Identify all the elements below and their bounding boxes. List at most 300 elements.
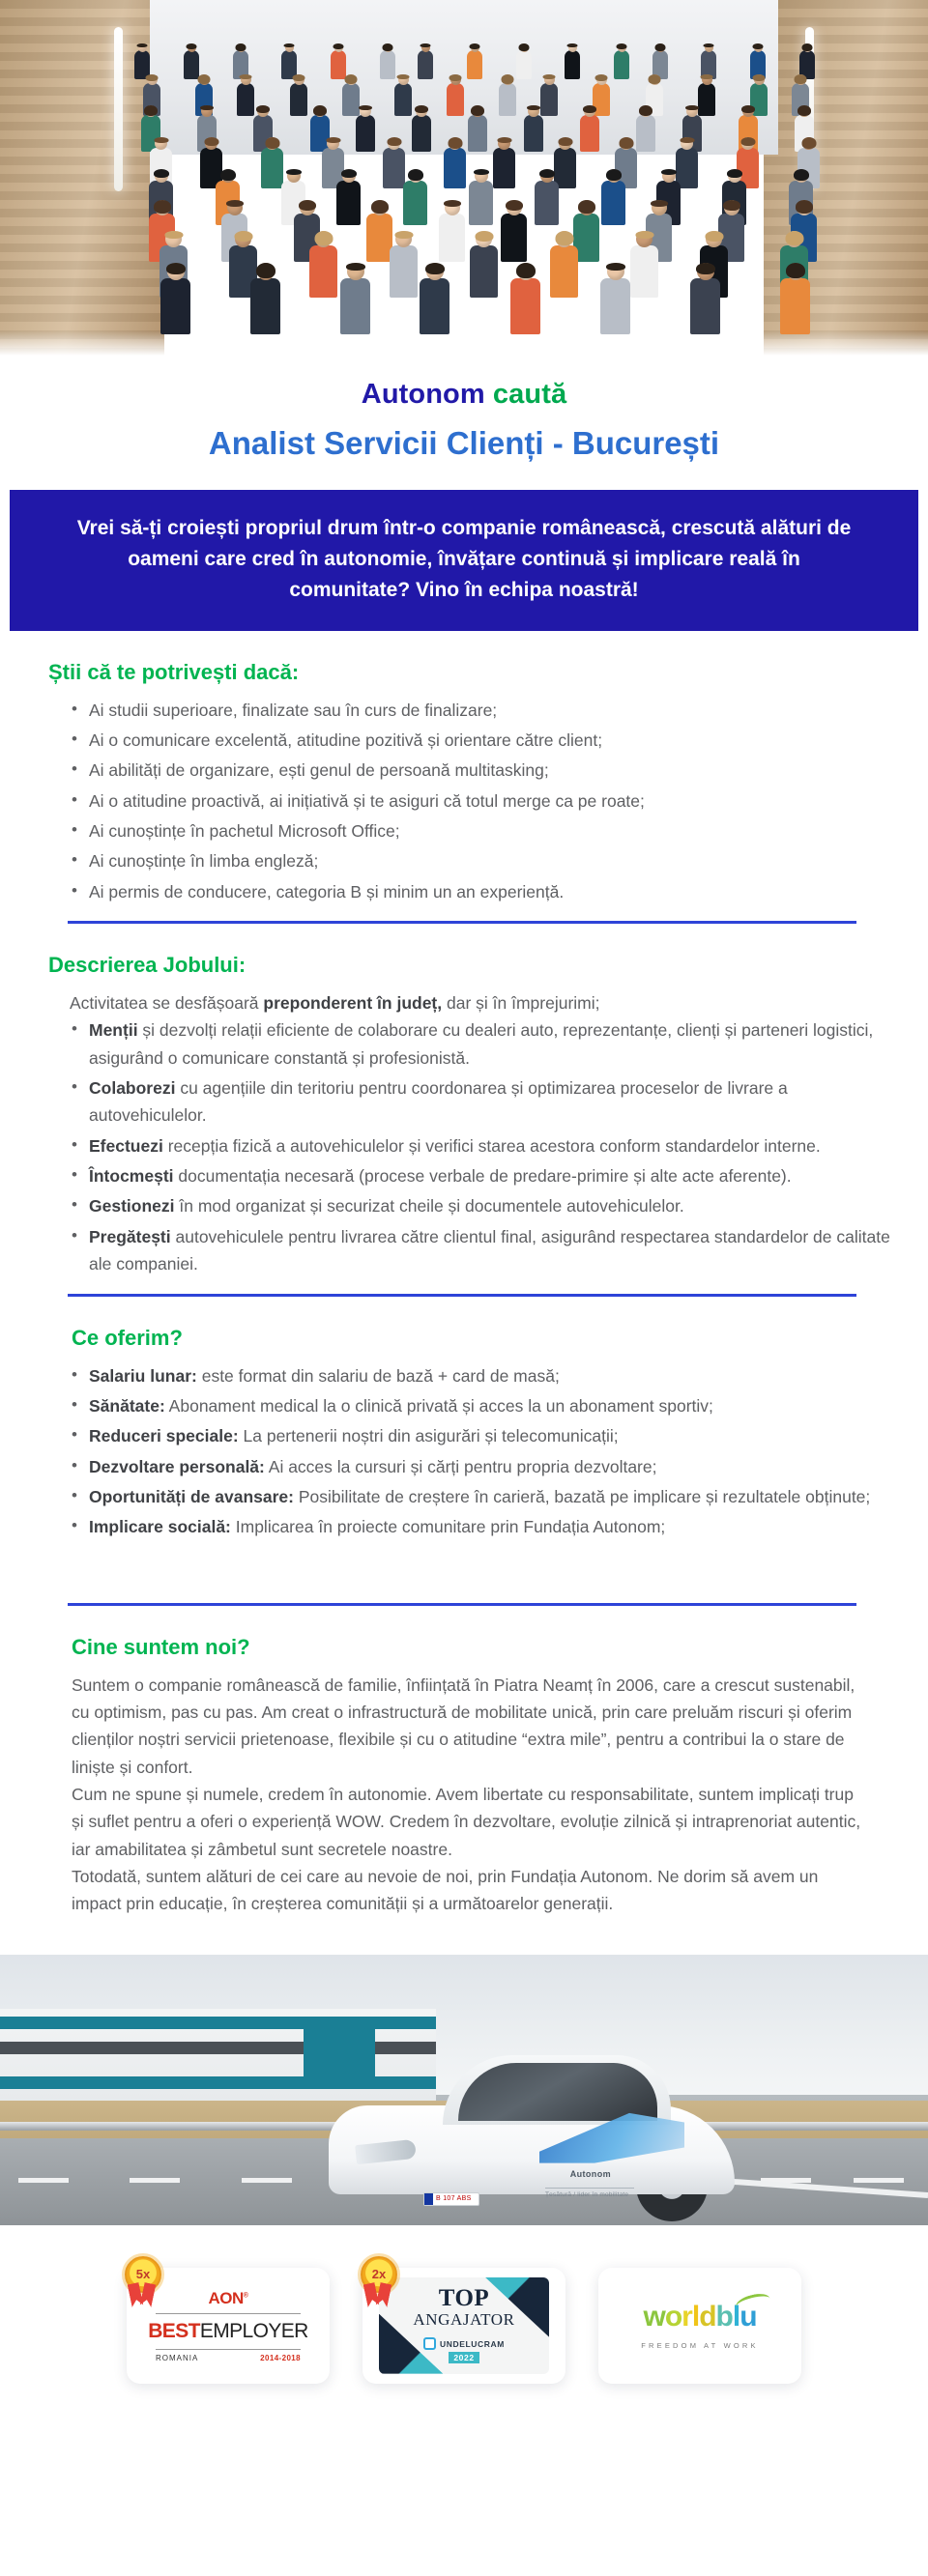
title-block bbox=[0, 356, 928, 472]
person-head bbox=[237, 43, 246, 52]
person-head bbox=[559, 137, 571, 150]
eu-band bbox=[424, 2193, 433, 2205]
person-head bbox=[155, 200, 170, 215]
person-head bbox=[155, 137, 167, 150]
content-area bbox=[0, 631, 928, 1918]
intro-bold: preponderent în județ, bbox=[263, 993, 443, 1014]
list-item bbox=[89, 1422, 895, 1449]
car-tagline: Țesătură / lider în mobilitate bbox=[545, 2188, 634, 2198]
intro-prefix: Activitatea se desfășoară bbox=[70, 993, 264, 1014]
person bbox=[444, 137, 466, 188]
plate-number: B 107 ABS bbox=[436, 2195, 472, 2203]
aon-country: ROMANIA bbox=[156, 2353, 199, 2362]
person-body bbox=[290, 83, 307, 116]
aon-title bbox=[148, 2320, 308, 2343]
person bbox=[467, 43, 482, 79]
person-body bbox=[439, 214, 465, 262]
person bbox=[501, 200, 527, 262]
list-item-label: Menții bbox=[89, 1020, 138, 1041]
list-item-label: Reduceri speciale: bbox=[89, 1426, 239, 1446]
paragraph: Totodată, suntem alături de cei care au nevoie de noi, prin Fundația Autonom. Ne dorim să avem un impact prin educație, în creșterea comunității și a următoarelor generații. bbox=[72, 1866, 819, 1914]
person-head bbox=[686, 105, 698, 117]
person-head bbox=[346, 74, 357, 85]
person-hair bbox=[661, 169, 677, 175]
person-head bbox=[787, 263, 804, 280]
awards-row bbox=[0, 2225, 928, 2428]
person-hair bbox=[415, 105, 428, 113]
job-description-list bbox=[29, 1016, 895, 1277]
person-hair bbox=[497, 137, 511, 143]
person-hair bbox=[516, 263, 536, 278]
about-heading: Cine suntem noi? bbox=[72, 1634, 250, 1659]
person-head bbox=[449, 137, 461, 150]
job-description-section bbox=[29, 924, 895, 1277]
person-body bbox=[356, 115, 375, 152]
worldblu-tagline: FREEDOM AT WORK bbox=[641, 2341, 759, 2351]
person-hair bbox=[606, 169, 622, 181]
person-hair bbox=[345, 74, 358, 84]
person-hair bbox=[444, 200, 461, 207]
person-head bbox=[476, 231, 492, 247]
person bbox=[600, 263, 630, 334]
ribbon-count: 2x bbox=[361, 2256, 397, 2293]
person-hair bbox=[639, 105, 652, 116]
person-head bbox=[528, 105, 539, 117]
list-item-label: Implicare socială: bbox=[89, 1517, 231, 1537]
person-head bbox=[227, 200, 243, 215]
person-hair bbox=[240, 74, 252, 79]
person-hair bbox=[236, 43, 246, 51]
person-hair bbox=[359, 105, 372, 110]
person-head bbox=[450, 74, 461, 85]
person-head bbox=[742, 105, 754, 117]
person-hair bbox=[474, 169, 489, 175]
person-head bbox=[507, 200, 522, 215]
list-item bbox=[89, 1453, 895, 1480]
person-body bbox=[510, 278, 540, 334]
person-hair bbox=[519, 43, 530, 51]
person-body bbox=[535, 181, 559, 225]
person-hair bbox=[341, 169, 357, 178]
person bbox=[601, 169, 625, 225]
person-head bbox=[426, 263, 444, 280]
person-hair bbox=[619, 137, 633, 149]
seeking-verb: caută bbox=[492, 379, 567, 410]
person-head bbox=[741, 137, 754, 150]
person-head bbox=[138, 43, 147, 52]
person-head bbox=[257, 263, 275, 280]
person-head bbox=[285, 43, 294, 52]
person-head bbox=[416, 105, 427, 117]
person-hair bbox=[286, 169, 302, 175]
person-body bbox=[636, 115, 655, 152]
person-hair bbox=[314, 231, 333, 245]
person-hair bbox=[794, 169, 809, 181]
lane-dash bbox=[242, 2178, 292, 2183]
person bbox=[390, 231, 418, 298]
list-item-text: documentația necesară (procese verbale de predare-primire și alte acte aferente). bbox=[173, 1166, 792, 1187]
person-head bbox=[475, 169, 488, 183]
about-section bbox=[29, 1606, 895, 1918]
person-body bbox=[493, 148, 515, 188]
aon-title-red: BEST bbox=[148, 2319, 200, 2342]
offer-list bbox=[29, 1362, 895, 1541]
person-body bbox=[630, 245, 658, 298]
person-hair bbox=[723, 200, 740, 211]
person-body bbox=[690, 278, 720, 334]
person-hair bbox=[144, 105, 158, 116]
person-hair bbox=[798, 105, 811, 116]
top-angajator-line1: TOP bbox=[438, 2285, 490, 2312]
person-hair bbox=[383, 43, 393, 51]
person-body bbox=[601, 181, 625, 225]
person-hair bbox=[567, 43, 578, 47]
list-item-text: Abonament medical la o clinică privată și acces la un abonament sportiv; bbox=[164, 1395, 713, 1416]
person-hair bbox=[450, 74, 462, 81]
list-item bbox=[89, 1513, 895, 1540]
person-body bbox=[420, 278, 450, 334]
award-top-angajator bbox=[362, 2268, 566, 2384]
person-hair bbox=[506, 200, 523, 211]
person bbox=[614, 43, 629, 79]
list-item-label: Dezvoltare personală: bbox=[89, 1456, 265, 1476]
person-hair bbox=[371, 200, 389, 214]
employee-crowd bbox=[116, 29, 822, 356]
person-body bbox=[261, 148, 283, 188]
person-body bbox=[516, 50, 532, 79]
person-head bbox=[650, 74, 660, 85]
person-hair bbox=[164, 231, 183, 239]
person bbox=[420, 263, 450, 334]
person-head bbox=[300, 200, 315, 215]
person-head bbox=[388, 137, 400, 150]
person bbox=[493, 137, 515, 188]
person-hair bbox=[578, 200, 595, 214]
person-hair bbox=[527, 105, 540, 110]
person-head bbox=[705, 43, 713, 52]
person bbox=[535, 169, 559, 225]
person-head bbox=[636, 231, 652, 247]
person-body bbox=[336, 181, 361, 225]
person-body bbox=[394, 83, 412, 116]
person-head bbox=[652, 200, 667, 215]
top-angajator-badge bbox=[379, 2277, 549, 2374]
person-hair bbox=[256, 263, 276, 278]
person-hair bbox=[539, 169, 555, 178]
aon-logo bbox=[209, 2289, 248, 2308]
ribbon-icon bbox=[359, 2256, 401, 2306]
list-item bbox=[89, 1223, 895, 1278]
person-hair bbox=[234, 231, 252, 242]
person-body bbox=[565, 50, 580, 79]
list-item-label: Salariu lunar: bbox=[89, 1365, 197, 1386]
person-head bbox=[556, 231, 572, 247]
person-hair bbox=[796, 200, 813, 214]
person-hair bbox=[680, 137, 694, 143]
intro-banner: Vrei să-ți croiești propriul drum într-o companie românească, crescută alături de oameni care cred în autonomie, învățare continuă și implicare reală în comunitate? Vino în echipa noastră! bbox=[10, 490, 918, 631]
person bbox=[469, 169, 493, 225]
company-name: Autonom bbox=[361, 379, 485, 410]
list-item: • Ai abilități de organizare, ești genul de persoană multitasking; bbox=[89, 757, 895, 784]
list-item-text: Posibilitate de creștere în carieră, bazată pe implicare și rezultatele obținute; bbox=[294, 1486, 871, 1506]
aon-title-black: EMPLOYER bbox=[199, 2319, 308, 2342]
job-description-heading: Descrierea Jobului: bbox=[48, 953, 246, 978]
person-body bbox=[390, 245, 418, 298]
person-head bbox=[797, 200, 812, 215]
list-item bbox=[89, 1162, 895, 1189]
person-head bbox=[398, 74, 409, 85]
person-head bbox=[568, 43, 577, 52]
person-head bbox=[596, 74, 607, 85]
person bbox=[470, 231, 498, 298]
person bbox=[261, 137, 283, 188]
requirements-section bbox=[29, 631, 895, 905]
person-hair bbox=[583, 105, 596, 113]
person-head bbox=[266, 137, 278, 150]
person-head bbox=[579, 200, 594, 215]
person-hair bbox=[696, 263, 715, 274]
person-hair bbox=[200, 105, 214, 110]
person-head bbox=[409, 169, 422, 183]
person-hair bbox=[204, 137, 218, 146]
list-item bbox=[89, 1192, 895, 1219]
list-item: • Ai studii superioare, finalizate sau în curs de finalizare; bbox=[89, 697, 895, 724]
person-head bbox=[257, 105, 269, 117]
person bbox=[383, 137, 405, 188]
person-head bbox=[221, 169, 235, 183]
person-body bbox=[340, 278, 370, 334]
person-head bbox=[620, 137, 632, 150]
person-hair bbox=[727, 169, 742, 178]
person-hair bbox=[394, 231, 413, 239]
person-head bbox=[618, 43, 626, 52]
person-body bbox=[580, 115, 599, 152]
person-hair bbox=[543, 74, 556, 79]
person bbox=[250, 263, 280, 334]
person-hair bbox=[651, 200, 668, 207]
list-item-label: Sănătate: bbox=[89, 1395, 165, 1416]
list-item-label: Efectuezi bbox=[89, 1135, 163, 1156]
list-item-text: autovehiculele pentru livrarea către clientul final, asigurând respectarea standardelor de calitate ale companiei. bbox=[89, 1226, 890, 1274]
list-item bbox=[89, 1362, 895, 1389]
award-aon-best-employer bbox=[127, 2268, 330, 2384]
person-head bbox=[471, 43, 479, 52]
person bbox=[630, 231, 658, 298]
list-item: • Ai o comunicare excelentă, atitudine pozitivă și orientare către client; bbox=[89, 727, 895, 754]
job-description-intro bbox=[70, 989, 895, 1016]
person-head bbox=[544, 74, 555, 85]
person-body bbox=[470, 245, 498, 298]
person-hair bbox=[293, 74, 305, 81]
list-item: • Ai cunoștințe în pachetul Microsoft Office; bbox=[89, 817, 895, 844]
person-head bbox=[147, 74, 158, 85]
person-hair bbox=[685, 105, 699, 110]
page-title: Analist Servicii Clienți - București bbox=[208, 424, 720, 461]
person-hair bbox=[397, 74, 410, 79]
person-body bbox=[499, 83, 516, 116]
person-hair bbox=[299, 200, 316, 211]
person-hair bbox=[326, 137, 340, 143]
list-item bbox=[89, 1074, 895, 1130]
list-item bbox=[89, 1132, 895, 1159]
person-hair bbox=[471, 105, 484, 116]
autonom-vehicle bbox=[329, 2059, 735, 2221]
person bbox=[160, 263, 190, 334]
lane-dash bbox=[130, 2178, 180, 2183]
list-item-text: și dezvolți relații eficiente de colaborare cu dealeri auto, reprezentanțe, clienți și parteneri logistici, asigurând o comunicare constantă și profesionistă. bbox=[89, 1020, 874, 1068]
person-hair bbox=[606, 263, 625, 271]
person-hair bbox=[154, 137, 168, 143]
list-item-label: Gestionezi bbox=[89, 1196, 175, 1216]
person-hair bbox=[802, 43, 813, 51]
person-hair bbox=[555, 231, 573, 245]
person-hair bbox=[187, 43, 197, 49]
person-head bbox=[314, 105, 326, 117]
person bbox=[412, 105, 431, 152]
ribbon-count: 5x bbox=[125, 2256, 161, 2293]
person-body bbox=[309, 245, 337, 298]
undelucram-square-icon bbox=[423, 2337, 436, 2350]
list-item-text: recepția fizică a autovehiculelor și verifici starea acestora conform standardelor interne. bbox=[162, 1135, 821, 1156]
list-item-text: în mod organizat și securizat cheile și documentele autovehiculelor. bbox=[174, 1196, 684, 1216]
car-windows bbox=[458, 2063, 657, 2121]
paragraph: Cum ne spune și numele, credem în autonomie. Avem libertate cu responsabilitate, suntem implicați trup și suflet pentru a oferi o experiență WOW. Credem în dezvoltare, evoluție zilnică și intraprenoriat autentic, iar amabilitatea și zâmbetul sunt secretele noastre. bbox=[72, 1784, 861, 1859]
top-angajator-year: 2022 bbox=[449, 2352, 478, 2363]
undelucram-label: UNDELUCRAM bbox=[440, 2338, 505, 2349]
person-hair bbox=[470, 43, 480, 49]
person-head bbox=[702, 74, 712, 85]
person-body bbox=[447, 83, 464, 116]
person-head bbox=[681, 137, 693, 150]
undelucram-brandline bbox=[423, 2337, 505, 2350]
car-wordmark: Autonom bbox=[569, 2168, 611, 2179]
person-body bbox=[444, 148, 466, 188]
person-hair bbox=[265, 137, 279, 149]
person-hair bbox=[387, 137, 401, 146]
list-item bbox=[89, 1392, 895, 1419]
person-body bbox=[383, 148, 405, 188]
person-head bbox=[607, 263, 624, 280]
list-item: • Ai o atitudine proactivă, ai inițiativă și te asiguri că totul merge ca pe roate; bbox=[89, 787, 895, 815]
person-hair bbox=[198, 74, 211, 84]
person-head bbox=[795, 169, 808, 183]
list-item-text: Ai acces la cursuri și cărți pentru propria dezvoltare; bbox=[264, 1456, 657, 1476]
person-head bbox=[472, 105, 483, 117]
person-head bbox=[334, 43, 343, 52]
list-item bbox=[89, 1483, 895, 1510]
person-hair bbox=[313, 105, 327, 116]
person-head bbox=[803, 43, 812, 52]
person-hair bbox=[595, 74, 608, 81]
person-head bbox=[315, 231, 332, 247]
person-hair bbox=[420, 43, 431, 47]
person-hair bbox=[705, 231, 723, 242]
person bbox=[580, 105, 599, 152]
intro-suffix: dar și în împrejurimi; bbox=[442, 993, 600, 1014]
list-item-text: cu agențiile din teritoriu pentru coordonarea și optimizarea proceselor de livrare a autovehiculelor. bbox=[89, 1078, 788, 1126]
person-hair bbox=[740, 137, 755, 146]
person bbox=[447, 74, 464, 116]
list-item bbox=[89, 1016, 895, 1072]
person-hair bbox=[649, 74, 661, 84]
person-hair bbox=[448, 137, 462, 149]
person-hair bbox=[801, 137, 816, 149]
list-item: • Ai cunoștințe în limba engleză; bbox=[89, 847, 895, 874]
person-head bbox=[754, 74, 765, 85]
person-head bbox=[802, 137, 815, 150]
person bbox=[499, 74, 516, 116]
person-body bbox=[524, 115, 543, 152]
list-item-label: Oportunități de avansare: bbox=[89, 1486, 294, 1506]
person-hair bbox=[475, 231, 493, 242]
person bbox=[516, 43, 532, 79]
person-body bbox=[366, 214, 392, 262]
person-hair bbox=[166, 263, 186, 274]
person-head bbox=[145, 105, 157, 117]
person bbox=[636, 105, 655, 152]
person-head bbox=[584, 105, 595, 117]
person-head bbox=[540, 169, 554, 183]
person-body bbox=[780, 278, 810, 334]
person-head bbox=[384, 43, 392, 52]
person-hair bbox=[741, 105, 755, 113]
aon-registered-mark: ® bbox=[243, 2292, 248, 2299]
person-hair bbox=[558, 137, 572, 146]
lane-dash bbox=[854, 2178, 904, 2183]
person bbox=[690, 263, 720, 334]
license-plate bbox=[423, 2192, 479, 2206]
requirements-heading: Știi că te potrivești dacă: bbox=[48, 659, 300, 684]
person-head bbox=[188, 43, 196, 52]
person-head bbox=[754, 43, 763, 52]
person bbox=[550, 231, 578, 298]
person-hair bbox=[146, 74, 159, 81]
person bbox=[309, 231, 337, 298]
person-head bbox=[167, 263, 185, 280]
person bbox=[403, 169, 427, 225]
person-hair bbox=[786, 263, 805, 278]
person bbox=[468, 105, 487, 152]
hero-team-photo bbox=[0, 0, 928, 356]
person-head bbox=[640, 105, 652, 117]
person-body bbox=[237, 83, 254, 116]
person-hair bbox=[753, 74, 766, 81]
ribbon-icon bbox=[123, 2256, 165, 2306]
person bbox=[524, 105, 543, 152]
person-head bbox=[372, 200, 388, 215]
person-hair bbox=[701, 74, 713, 79]
person bbox=[780, 263, 810, 334]
person-head bbox=[498, 137, 510, 150]
person-head bbox=[165, 231, 182, 247]
person bbox=[418, 43, 433, 79]
person-head bbox=[395, 231, 412, 247]
person bbox=[366, 200, 392, 262]
list-item-text: Implicarea în proiecte comunitare prin Fundația Autonom; bbox=[230, 1517, 666, 1537]
list-item-text: La pertenerii noștri din asigurări și telecomunicații; bbox=[238, 1426, 619, 1446]
list-item-label: Pregătești bbox=[89, 1226, 171, 1246]
list-item-text: este format din salariu de bază + card de masă; bbox=[196, 1365, 560, 1386]
divider-line bbox=[156, 2349, 301, 2350]
person-head bbox=[360, 105, 371, 117]
person-head bbox=[517, 263, 535, 280]
requirements-list bbox=[29, 697, 895, 905]
person-head bbox=[503, 74, 513, 85]
offer-section bbox=[29, 1297, 895, 1541]
person-hair bbox=[704, 43, 714, 47]
person-head bbox=[796, 74, 806, 85]
person-hair bbox=[334, 43, 344, 49]
